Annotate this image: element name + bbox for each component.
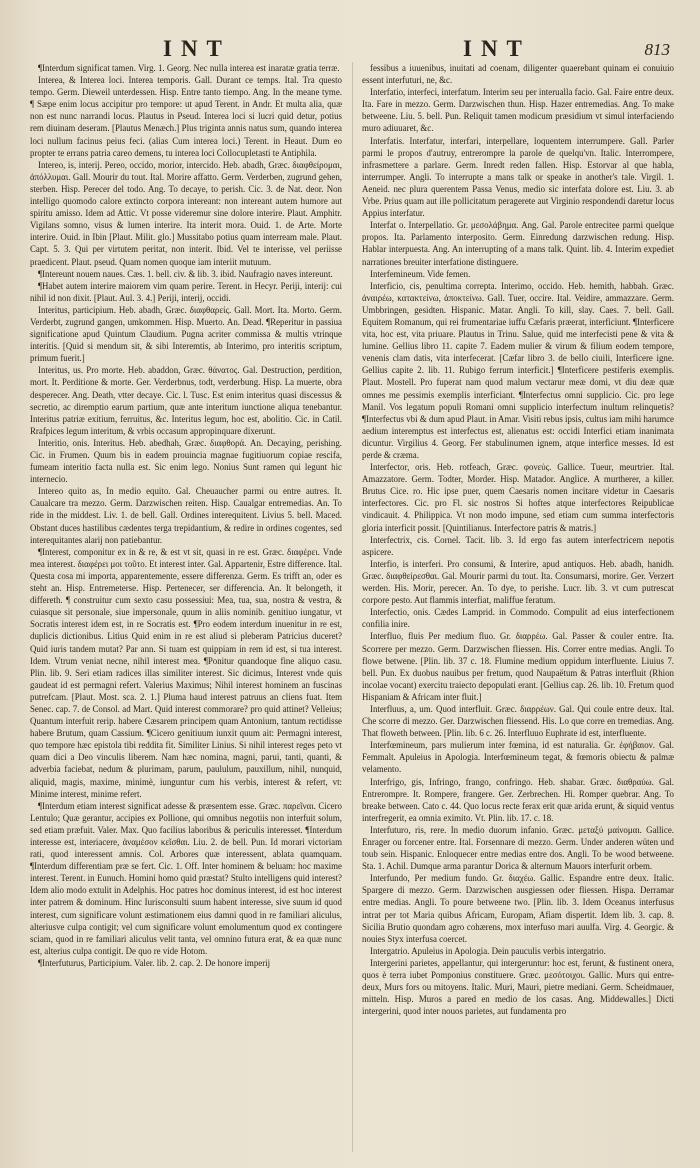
dictionary-entry: Interfuturo, ris, rere. In medio duorum infanio. Græc. μεταξύ μαίνομαι. Gallice. Enrager ou forcener entre. Ital. Forsennare di mezzo. Germ. Under anderen wüten und toub sein. Hispanic. Enloquecer entre medias entre dos. Angli. To be wood betweene. Sta. 1. Achil. Dumque arma parantur Dorica & alternum Mauors interfurit orbem. [362,824,674,872]
dictionary-entry: fessibus a iuuenibus, inuitati ad coenam, diligenter quaerebant quinam ei conuiuio essent interfuturi, ne, &c. [362,63,674,86]
dictionary-entry: Interfluus, a, um. Quod interfluit. Græc. διαρρέων. Gal. Qui coule entre deux. Ital. Che scorre di mezzo. Ger. Darzwischen fliessend. His. Lo que corre en tremedias. Ang. That floweth between. [Plin. lib. 6 c. 26. Interfluuo Euphrate id est, interfluente. [362,703,674,739]
dictionary-entry: Interfœmineum, pars mulierum inter fœmina, id est naturalia. Gr. ἐφήβαιον. Gal. Femmalt. Apuleius in Apologia. Interfœmineum tegat, & fœmoris obiectu & palmæ velamento. [362,740,674,775]
dictionary-entry: Interitio, onis. Interitus. Heb. abedhah, Græc. διαφθορά. An. Decaying, perishing. Cic. in Frumen. Quum bis in eadem prouincia magnae fugitiuorum copiae rescifa, fumeam interitio facta nulla est. Sic enim lego. Nonius Sunt ramen qui legunt hic internecio. [30,437,342,485]
dictionary-entry: Interfluo, fluis Per medium fluo. Gr. διαρρέω. Gal. Passer & couler entre. Ita. Scorrere per mezzo. Germ. Darzwischen fliessen. His. Correr entre medias. Angli. To flowe betwene. [Plin. lib. 37 c. 18. Flumine medium oppidum interfluente. Liuius 7. bell. Pun. Ex duobus nauibus per fretum, quod Naupaëtum & Patras interfluit (Rhion incolae vocant) exercitu traiecto depopulati erant. [Gellius cap. 26. lib. 10. Fretum quod Hispaniam & Africam inter fluit.] [362,631,674,702]
dictionary-entry: Intergatrio. Apuleius in Apologia. Dein pauculis verbis intergatrio. [370,945,606,956]
dictionary-entry: Interfio, is interferi. Pro consumi, & Interire, apud antiquos. Heb. abadh, hanidh. Græc. διαφθείρεσθαι. Gal. Mourir parmi du tout. Ita. Consumarsi, morire. Ger. Verzert werden. His. Morir, perecer. An. To dye, to perishe. Lucr. lib. 3. vt cum putrescat corpore pesto. Aut flammis interfiat, maliffue feratum. [362,558,674,606]
dictionary-entry: ¶Interdum significat tamen. Virg. 1. Georg. Nec nulla interea est inaratæ gratia terræ. [38,63,340,73]
dictionary-entry: Intereo, is, interij. Pereo, occido, morior, intercido. Heb. abadh, Græc. διαφθείρομαι, ἀπόλλυμαι. Gall. Mourir du tout. Ital. Morire affatto. Germ. Verderben, zugrund gehen, sterben. Hisp. Perecer del todo. Ang. To decaye, to perish. Cic. 3. de Nat. deor. Non intelligo quomodo calore extincto corpora intereant: non intereant autem humore aut spiritu amisso. Idem ad Attic. Vt posse videremur sine dolore interire. Plaut. Amphitr. Vigilans somno, visus & lumen interire. Ita interit mora. Ouid. 1. de Arte. Morte interire. Ouid. in Ibin [Plaut. Milit. glo.] Mussitabo potius quam interream male. Plaut. Capt. 5. 3. Qui per virtutem peritat, non interit. Ibid. Vel te interisse, vel periisse praedicent. Plaut. pseud. Quam nomen quoque iam interiit mutuum. [30,159,342,267]
dictionary-entry: Interficio, cis, penultima correpta. Interimo, occido. Heb. hemith, habbah. Græc. ἀναιρέω, κατακτείνω, ἀποκτείνω. Gall. Tuer, occire. Ital. Veidire, ammazzare. Germ. Umbbringen, gesidten. Hispanic. Matar. Angli. To kill, slay. Caes. 7. bell. Gall. Equitem Romanum, qui rei frumentariae iuffu Cæfaris præerat, interficiunt. ¶Interficere vita, hoc est, vita priuare. Plautus in Trinu. Salue, quid me interfecisti pene & vita & lumine. Gellius libro 11. capite 7. Eadem mulier & virum & filium eodem tempore, venenis clam datis, vita interfecerat. [Cæfar libro 3. de bello ciuili, Interficere igne. Gellius capite 2. lib. 11. Rubigo ferrum interficit.] ¶Interficere pestiferis exemplis. Plaut. Mostell. Pro fuperat nam quod malum vectarur meæ domi, vt diu deæ quæ omnes me pessimis exemplis interficiant. ¶Interfectus omni supplicio. Cic. pro lege Manil. Vos legatum populi Romani omni supplicio interfectum inultum relinquetis? ¶Interfectus vbi & dum apud Plaut. in Amar. Visiti rebus ipsis, cultus iam mihi harumce aedium interemptus est interfectus est, alienatus est: occidi Interfici etiam inanimata dicuntur. Virgilius 4. Georg. Fer stabulinumen ignem, atque interfice messes. Id est perde & cræma. [362,280,674,460]
dictionary-entry: Interitus, us. Pro morte. Heb. abaddon, Græc. θάνατος. Gal. Destruction, perdition, mort. It. Perditione & morte. Ger. Verderbnus, todt, verderbung. Hisp. La muerte, obra desperecer. Ang. Death, vtter decaye. Cic. l. Tusc. Est enim interitus quasi discessus & secretio, ac diremptio earum partium, quæ ante interitum iunctione aliqua tenebantur. Interitus patriæ exitium, ferruitus, &c. Interitus legum, hoc est, abolitio. Cic. in Catil. Rrafpices legum interitum, & vrbis occasum appropinquare dixerunt. [30,365,342,436]
dictionary-entry: Interfatis. Interfatur, interfari, interpellare, loquentem interrumpere. Gall. Parler parmi le propos d'autruy, entrerompre la parole de quelqu'vn. Italic. Interrompere, infrasmettere a parlare. Germ. Inredt reden fallen. Hisp. Estorvar al que habla, interrumper. Angli. To interrupte a mans talk or speake in another's tale. Virgil. 1. Aeneid. nec plura querentem Passa Venus, medio sic interfata dolore est. Liu. 3. ab Vrbe. Prius quam aut ille pollicitatum peragerete aut Virginio respondendi daretur locus Appius interfatur. [362,135,674,219]
dictionary-entry: Interea, & Interea loci. Interea temporis. Gall. Durant ce temps. Ital. Tra questo tempo. Germ. Dieweil unterdessen. Hisp. Entre tanto tiempo. Ang. In the meane tyme. ¶ Sæpe enim locus accipitur pro tempore: ut apud Terent. in Andr. Et multa alia, quæ non est nunc narrandi locus. Plautus in Pseud. Interea loci si lucri quid detur, potius rem diuinam deseram. [Plautus Menæch.] Plus triginta annis natus sum, quando interea loci nullum facinus peius feci. (alias Cum interea loci.) Terent. in Heaut. Dum eo propter te errans patria careo demens, tu interea loci Collocupletasti te Antiphila. [30,75,342,158]
running-head-left: INT [163,36,231,61]
right-column [362,62,674,1152]
dictionary-entry: Interfemineum. Vide femen. [370,268,471,279]
dictionary-entry: ¶Habet autem interire maiorem vim quam perire. Terent. in Hecyr. Periji, interij: cui nihil id non dixit. [Plaut. Aul. 3. 4.] Periji, interij, occidi. [30,280,342,303]
left-column [30,62,342,1152]
dictionary-entry: ¶Interdum etiam interest significat adesse & præsentem esse. Græc. παρεῖναι. Cicero Lentulo; Quæ gerantur, accipies ex Pollione, qui omnibus negotiis non interfuit solum, sed etiam præfuit. Valer. Max. Quo facilius laboribus & periculis interesset. ¶Interdum interesse est, interiacere, ἀναμέσον κεῖσθαι. Liu. 2. de bell. Pun. Id morari victoriam rati, quod interessent amnis. Col. Arbores quæ interessent, ablata quamquam. ¶Interdum differentiam præ se fert. Cic. 1. Off. Inter hominem & beluam: hoc maxime interest. Terent. in Eunuch. Homini homo quid præstat? Stulto intelligens quid interest? Idem alio modo extulit in Adelphis. Hoc patres hoc dominus interest, id est hoc interest inter patrem & dominum. Hinc Iurisconsulti suum habent interesse, sive suum id quod interest, cum significare volunt æstimationem eius damni quod in re familiari aliculus, alteriusve culpa contigit; vel cum significare volunt emolumentum quod ex contingere sciam, quod in re familiari aliculus velit tanta, vel omnino futura erat, & ea quæ nunc est, alterius culpa contigit. De quo re vide Hotom. [30,800,342,956]
running-head [30,0,674,62]
running-head-right: INT [463,36,531,61]
two-column-body [30,62,674,1152]
dictionary-entry: Interfectrix, cis. Cornel. Tacit. lib. 3. Id ergo fas autem interfectricem nepotis aspicere. [362,534,674,557]
dictionary-entry: ¶Interest, componitur ex in & re, & est vt sit, quasi in re est. Græc. διαφέρει. Vnde mea interest. διαφέρει μοι τοῦτο. Et interest inter. Gal. Appartenir, Estre difference. Ital. Questa cosa mi importa, apparentemente, essere differenza. Germ. Es trifft an, oder es steht an. Hisp. Entremeterse. Hisp. Pertenecer, ser differencia. An. It belongeth, it differeth. ¶ construitur cum sexto casu possessiui: Mea, tua, sua, nostra & vestra, & cuiasque sit personale, siue impersonale, quum in aliis nominib. genitiuo iungatur, vt Socratis interest idem est, in re Socratis est. ¶Pro eodem interdum inuenitur in re est, duplicis dictionibus. Litius Quid enim in re est aliud si pleberam Patricius duceret? Quid iuris tandem mutat? Par ann. Si tuam est quippiam in rem id est, si tua interest. Idem. Vtrum veniat necne, nihil interest mea. ¶Ponitur quandoque fine aliquo casu. Plin. lib. 9. Seri etiam radices illas similiter interest. Sic dicimus, Interest vnde quis gaudeat id est permagni refert. Valerius Maximus; Nihil interest hominem an fuscinas putrefcam. [Plaut. Most. sca. 2. 1.] Pluma haud interest patruus an cliens fuat. Item Senec. cap. 7. de Consol. ad Mart. Quid interest commorare? pro quid attinet? Velleius; Quantum interfuit rerip. habere Cæsarem principem quam Antonium, tantum rectidisse habere Brutum, quam Cassium. ¶Cicero genitiuum iunxit quum ait: Permagni interest, quo tempore hæc epistola tibi reddita fit. Similiter Linius. Si nihil interest reges peto vt quam dici a Deo vinculis liberem. Nam hæc nomina, magni, parui, tanti, quanti, & adverbia faciebat, nedum & plurimam, parum, paululum, pauxillum, nihil, nunquid, aliquid, magis, maxime, minimè, iunguntur cum his verbis, interest & refert, vt: Minime interest, minime refert. [30,546,342,799]
dictionary-entry: Interfat o. Interpellatio. Gr. μεσολάβημα. Ang. Gal. Parole entrecitee parmi quelque propos. Ita. Parlamento interposito. Germ. Einredung darzwischen redung. Hisp. Hablar interpuesta. Ang. An interrupting of a mans talk. Quint. lib. 4. Interim expediet narrationes breuiter interfatione distinguere. [362,220,674,267]
dictionary-entry: Intergerini parietes, appellantur, qui intergeruntur: hoc est, ferunt, & fustinent onera, quos è terra iubet Pomponius constituere. Græc. μεσότοιχοι. Gallic. Murs qui entre-deux, Murs fors ou mitoyens. Italic. Muri, Mauri, pietre mediani. Germ. Scheidmauer, mitteln. Hisp. Muros a pared en medio de los casas. Ang. Middewalles.] Dicti intergerini, quod inter nouos parietes, aut fundamenta pro [362,957,674,1017]
column-divider [352,62,353,1152]
dictionary-entry: Intereo quito as, In medio equito. Gal. Cheuaucher parmi ou entre autres. It. Caualcare tra mezzo. Germ. Darzwischen reiten. Hisp. Caualgar entremedias. An. To ride in the middest. Liv. 1. de bell. Gall. Ordines interequitent. Livius 5. bell. Maced. Obstant duces hastilibus cædentes terga trepidantium, & redire in ordines cogentes, sed interequitantes alarij non patiebantur. [30,486,342,545]
dictionary-entry: ¶Interfuturus, Participium. Valer. lib. 2. cap. 2. De honore imperij [38,957,271,968]
dictionary-entry: ¶Intereunt nouem naues. Cæs. 1. bell. civ. & lib. 3. ibid. Naufragio naves intereunt. [38,268,333,279]
page-number: 813 [644,40,670,59]
dictionary-entry: Interfundo, Per medium fundo. Gr. διαχέω. Gallic. Espandre entre deux. Italic. Spargere di mezzo. Germ. Darzwischen ausgiessen oder fliessen. Hispa. Derramar entre medias. Angli. To poure betweene two. [Plin. lib. 3. Idem Oceanus interfusus intrat per tot Maria quibus Africam, Europam, Afiam dispertit. Idem lib. 3. cap. 8. Sicilia Brutio quondam agro cohærens, mox interfuso mari auulfa. Virg. 4. Georgic. & nouies Styx interfusa coercet. [362,873,674,944]
dictionary-entry: Interfatio, interfeci, interfatum. Interim seu per interualla facio. Gal. Faire entre deux. Ita. Fare in mezzo. Germ. Darzwischen thun. Hisp. Hazer entremedias. Ang. To make betweene. Liu. 5. bell. Pun. Reliquit tamen modicum præsidium vt simul interfaciendo muro adiuuaret, &c. [362,87,674,134]
dictionary-entry: Interfector, oris. Heb. rotfeach, Græc. φονεύς. Gallice. Tueur, meurtrier. Ital. Amazzatore. Germ. Todter, Morder. Hisp. Matador. Anglice. A murtherer, a killer. Brutus Cice. ro. Hic ipse puer, quem Caesaris nomen incitare videtur in Caesaris interfectores. Cic. pro Fl. sic nostros Si hoftes atque interfectores Reipublicae vindicauit. 4. Philippica. Vt non modo impune, sed etiam cum summa interfectoris gloria interficit possit. [Quintilianus. Interfectore patris & matris.] [362,462,674,533]
dictionary-entry: Interfrigo, gis, Infringo, frango, confringo. Heb. shabar. Græc. διαθραύω. Gal. Entrerompre. It. Rompere, frangere. Ger. Zerbrechen. Hi. Romper quebrar. Ang. To breake between. Cato c. 44. Quo locus recte ferax erit quæ arida erunt, & siquid ventus interfregerit, ea omnia eximito. Vt. Plin. lib. 17. c. 18. [362,776,674,823]
dictionary-entry: Interfectio, onis. Cædes Lamprid. in Commodo. Compulit ad eius interfectionem confilia inire. [362,607,674,630]
dictionary-entry: Interitus, participium. Heb. abadh, Græc. διαφθαρείς. Gall. Mort. Ita. Morto. Germ. Verderbt, zugrund gangen, umkommen. Hisp. Muerto. An. Dead. ¶Reperitur in passiua significatione apud Quintum Claudium. Pugna acriter commissa & multis vtrinque interitis. [Quid si mendum sit, & sibi Interemtis, ab Interimo, pro interitis scriptum, primum fuerit.] [30,304,342,364]
